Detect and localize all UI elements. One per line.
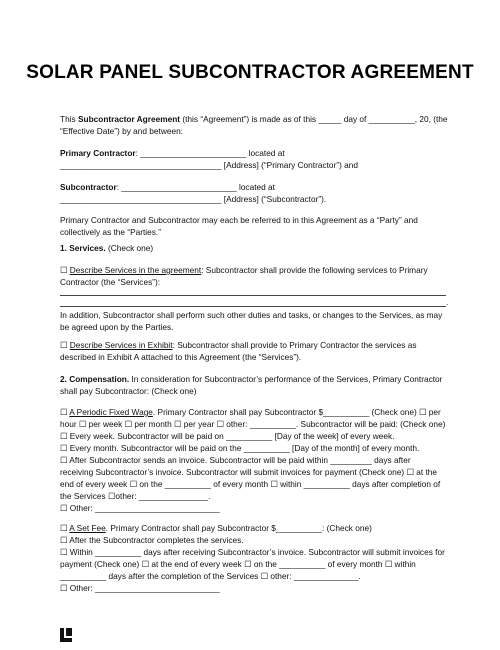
services-agreement-checkbox[interactable]: ☐ bbox=[60, 265, 70, 275]
periodic-wage-line-2: hour ☐ per week ☐ per month ☐ per year ☐ other: __________. Subcontractor will be paid: (Check one) bbox=[60, 419, 446, 429]
periodic-wage-checkbox[interactable]: ☐ bbox=[60, 407, 70, 417]
primary-contractor-line bbox=[60, 147, 450, 159]
primary-contractor-address: ___________________________________ [Address] (“Primary Contractor”) and bbox=[60, 160, 358, 170]
services-blank-line-1 bbox=[60, 295, 446, 296]
set-fee-line-3: ☐ Within __________ days after receiving Subcontractor’s invoice. Subcontractor will submit invoices for bbox=[60, 547, 445, 557]
set-fee-text: . Primary Contractor shall pay Subcontractor $__________: (Check one) bbox=[105, 523, 372, 533]
subcontractor-blank: : _________________________ located at bbox=[116, 182, 275, 192]
primary-contractor-label: Primary Contractor bbox=[60, 148, 136, 158]
periodic-wage-label: A Periodic Fixed Wage bbox=[69, 407, 153, 417]
subcontractor-address: ___________________________________ [Address] (“Subcontractor”). bbox=[60, 194, 327, 204]
periodic-wage-line-4: ☐ Every month. Subcontractor will be paid on the __________ [Day of the month] of every month. bbox=[60, 443, 420, 453]
compensation-intro bbox=[60, 373, 450, 397]
services-heading-line bbox=[60, 242, 450, 254]
periodic-wage-line-1 bbox=[60, 406, 450, 418]
subcontractor-line bbox=[60, 181, 450, 193]
services-exhibit-text: : Subcontractor shall provide to Primary Contractor the services as described in Exhibit A attached to this Agreement (the “Services”). bbox=[60, 340, 417, 362]
intro-text-start: This bbox=[60, 114, 78, 124]
services-agreement-label: Describe Services in the agreement bbox=[69, 265, 202, 275]
periodic-wage-line-5: ☐ After Subcontractor sends an invoice. Subcontractor will be paid within _________ days after bbox=[60, 455, 411, 465]
set-fee-line-1 bbox=[60, 522, 450, 534]
set-fee-line-2: ☐ After the Subcontractor completes the services. bbox=[60, 535, 244, 545]
services-exhibit-label: Describe Services in Exhibit bbox=[69, 340, 173, 350]
compensation-heading: 2. Compensation. bbox=[60, 374, 130, 384]
set-fee-label: A Set Fee bbox=[69, 523, 106, 533]
periodic-wage-other: ☐ Other: ___________________________ bbox=[60, 503, 220, 513]
set-fee-checkbox[interactable]: ☐ bbox=[60, 523, 70, 533]
intro-paragraph bbox=[60, 113, 450, 137]
services-heading: 1. Services. bbox=[60, 243, 106, 253]
compensation-intro-text: In consideration for Subcontractor’s performance of the Services, Primary Contractor shall pay Subcontractor: (Check one) bbox=[60, 374, 443, 396]
periodic-wage-line-8: the Services ☐other: _______________. bbox=[60, 491, 211, 501]
intro-agreement-term: Subcontractor Agreement bbox=[77, 114, 181, 124]
primary-contractor-blank: : _______________________ located at bbox=[135, 148, 285, 158]
set-fee-other: ☐ Other: ___________________________ bbox=[60, 583, 220, 593]
periodic-wage-line-7: end of every week ☐ on the __________ of every month ☐ within __________ days after completion of bbox=[60, 479, 441, 489]
services-option-agreement bbox=[60, 264, 450, 288]
periodic-wage-text: . Primary Contractor shall pay Subcontractor $__________ (Check one) ☐ per bbox=[152, 407, 441, 417]
set-fee-line-5: __________ days after the completion of the Services ☐ other: ______________. bbox=[60, 571, 361, 581]
set-fee-line-4: payment (Check one) ☐ at the end of every week ☐ on the __________ of every month ☐ within bbox=[60, 559, 416, 569]
document-logo-icon bbox=[60, 628, 72, 642]
periodic-wage-line-3: ☐ Every week. Subcontractor will be paid on __________ [Day of the week] of every week. bbox=[60, 431, 395, 441]
services-blank-period: . bbox=[446, 297, 449, 307]
parties-paragraph: Primary Contractor and Subcontractor may each be referred to in this Agreement as a “Party” and collectively as the “Parties.” bbox=[60, 215, 418, 237]
services-additional: In addition, Subcontractor shall perform such other duties and tasks, or changes to the Services, as may be agreed upon by the Parties. bbox=[60, 310, 443, 332]
document-title: SOLAR PANEL SUBCONTRACTOR AGREEMENT bbox=[26, 62, 474, 83]
intro-text-rest: (this “Agreement”) is made as of this _____ day of __________, 20, (the “Effective Date”) by and between: bbox=[60, 114, 448, 136]
services-option-exhibit bbox=[60, 339, 450, 363]
periodic-wage-line-6: receiving Subcontractor’s invoice. Subcontractor will submit invoices for payment (Check one) ☐ at the bbox=[60, 467, 437, 477]
services-blank-line-2 bbox=[60, 306, 446, 307]
subcontractor-label: Subcontractor bbox=[60, 182, 117, 192]
services-exhibit-checkbox[interactable]: ☐ bbox=[60, 340, 70, 350]
services-agreement-text: : Subcontractor shall provide the following services to Primary Contractor (the “Services”): bbox=[60, 265, 428, 287]
services-check-one: (Check one) bbox=[105, 243, 154, 253]
